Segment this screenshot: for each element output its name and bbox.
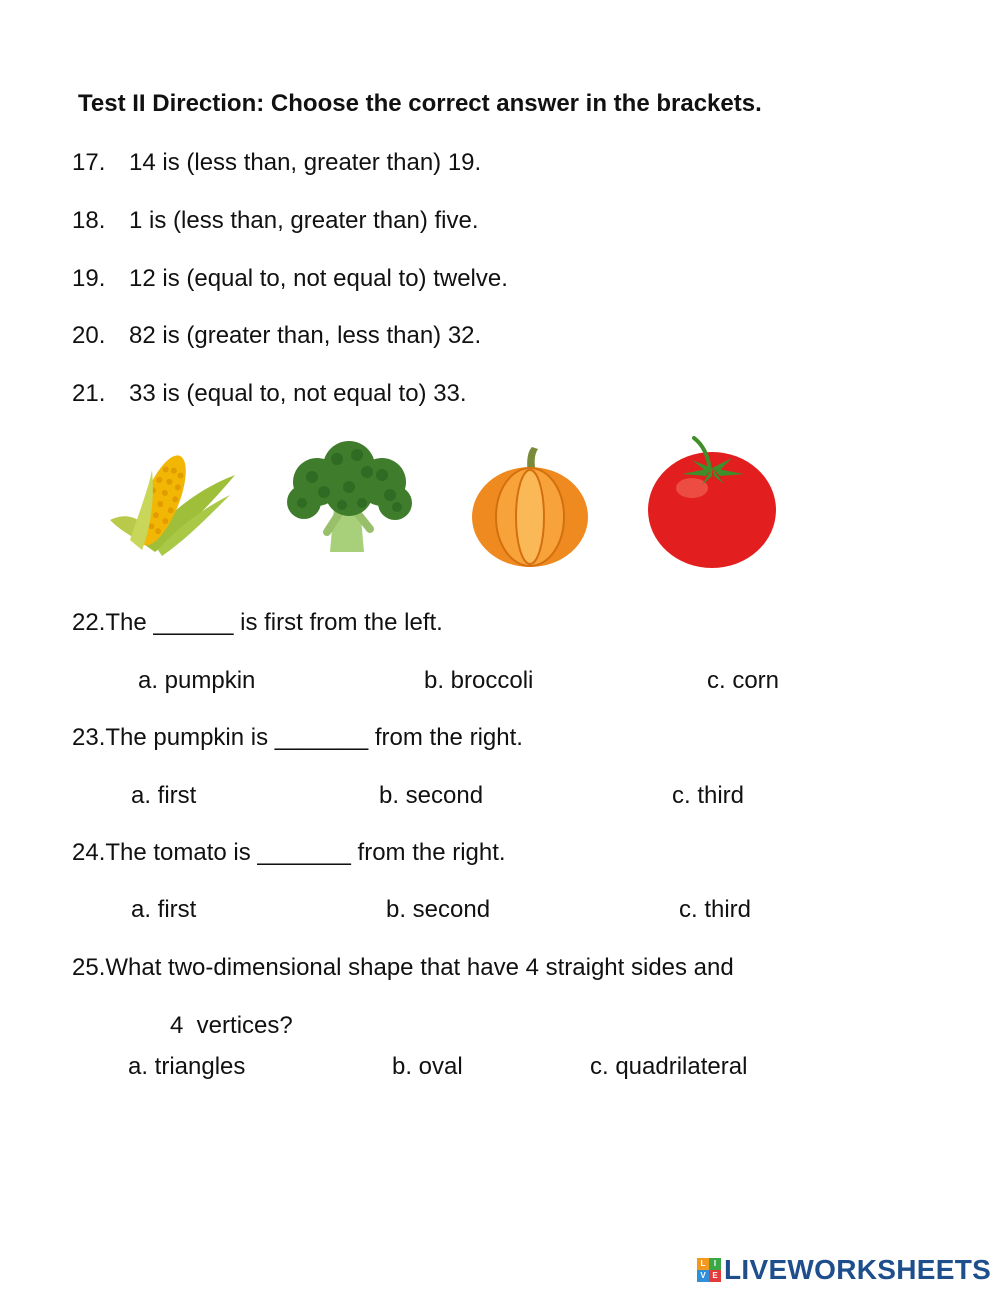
statement-18-text: 1 is (less than, greater than) five.	[129, 207, 479, 234]
question-24-option-a: a. first	[131, 896, 197, 923]
question-23-option-a: a. first	[131, 782, 197, 809]
question-23-option-b: b. second	[379, 782, 484, 809]
question-24-text: 24.The tomato is _______ from the right.	[72, 839, 506, 866]
broccoli-icon	[282, 437, 417, 557]
statement-17-text: 14 is (less than, greater than) 19.	[129, 149, 482, 176]
corn-icon	[100, 450, 240, 560]
pumpkin-icon	[468, 445, 593, 570]
statement-17-number: 17.	[72, 149, 106, 176]
liveworksheets-logo	[697, 1253, 991, 1287]
question-22-option-b: b. broccoli	[424, 667, 534, 694]
page-heading: Test II Direction: Choose the correct answer in the brackets.	[78, 90, 762, 117]
statement-21-number: 21.	[72, 380, 106, 407]
question-24-option-b: b. second	[386, 896, 491, 923]
tomato-icon	[642, 430, 782, 570]
liveworksheets-wordmark: LIVEWORKSHEETS	[724, 1254, 992, 1285]
statement-20-text: 82 is (greater than, less than) 32.	[129, 322, 482, 349]
question-22-option-a: a. pumpkin	[138, 667, 256, 694]
question-22-text: 22.The ______ is first from the left.	[72, 609, 443, 636]
statement-18-number: 18.	[72, 207, 106, 234]
statement-19-number: 19.	[72, 265, 106, 292]
question-25-option-b: b. oval	[392, 1053, 463, 1080]
statement-21-text: 33 is (equal to, not equal to) 33.	[129, 380, 467, 407]
question-22-option-c: c. corn	[707, 667, 780, 694]
question-23-option-c: c. third	[672, 782, 745, 809]
question-25-option-a: a. triangles	[128, 1053, 246, 1080]
statement-19-text: 12 is (equal to, not equal to) twelve.	[129, 265, 508, 292]
question-24-option-c: c. third	[679, 896, 752, 923]
statement-20-number: 20.	[72, 322, 106, 349]
liveworksheets-mark-icon: L I V E	[697, 1258, 721, 1282]
question-23-text: 23.The pumpkin is _______ from the right.	[72, 724, 523, 751]
question-25-option-c: c. quadrilateral	[590, 1053, 748, 1080]
question-25-text: 25.What two-dimensional shape that have 4 straight sides and	[72, 954, 734, 981]
question-25-continuation: 4 vertices?	[170, 1012, 293, 1039]
